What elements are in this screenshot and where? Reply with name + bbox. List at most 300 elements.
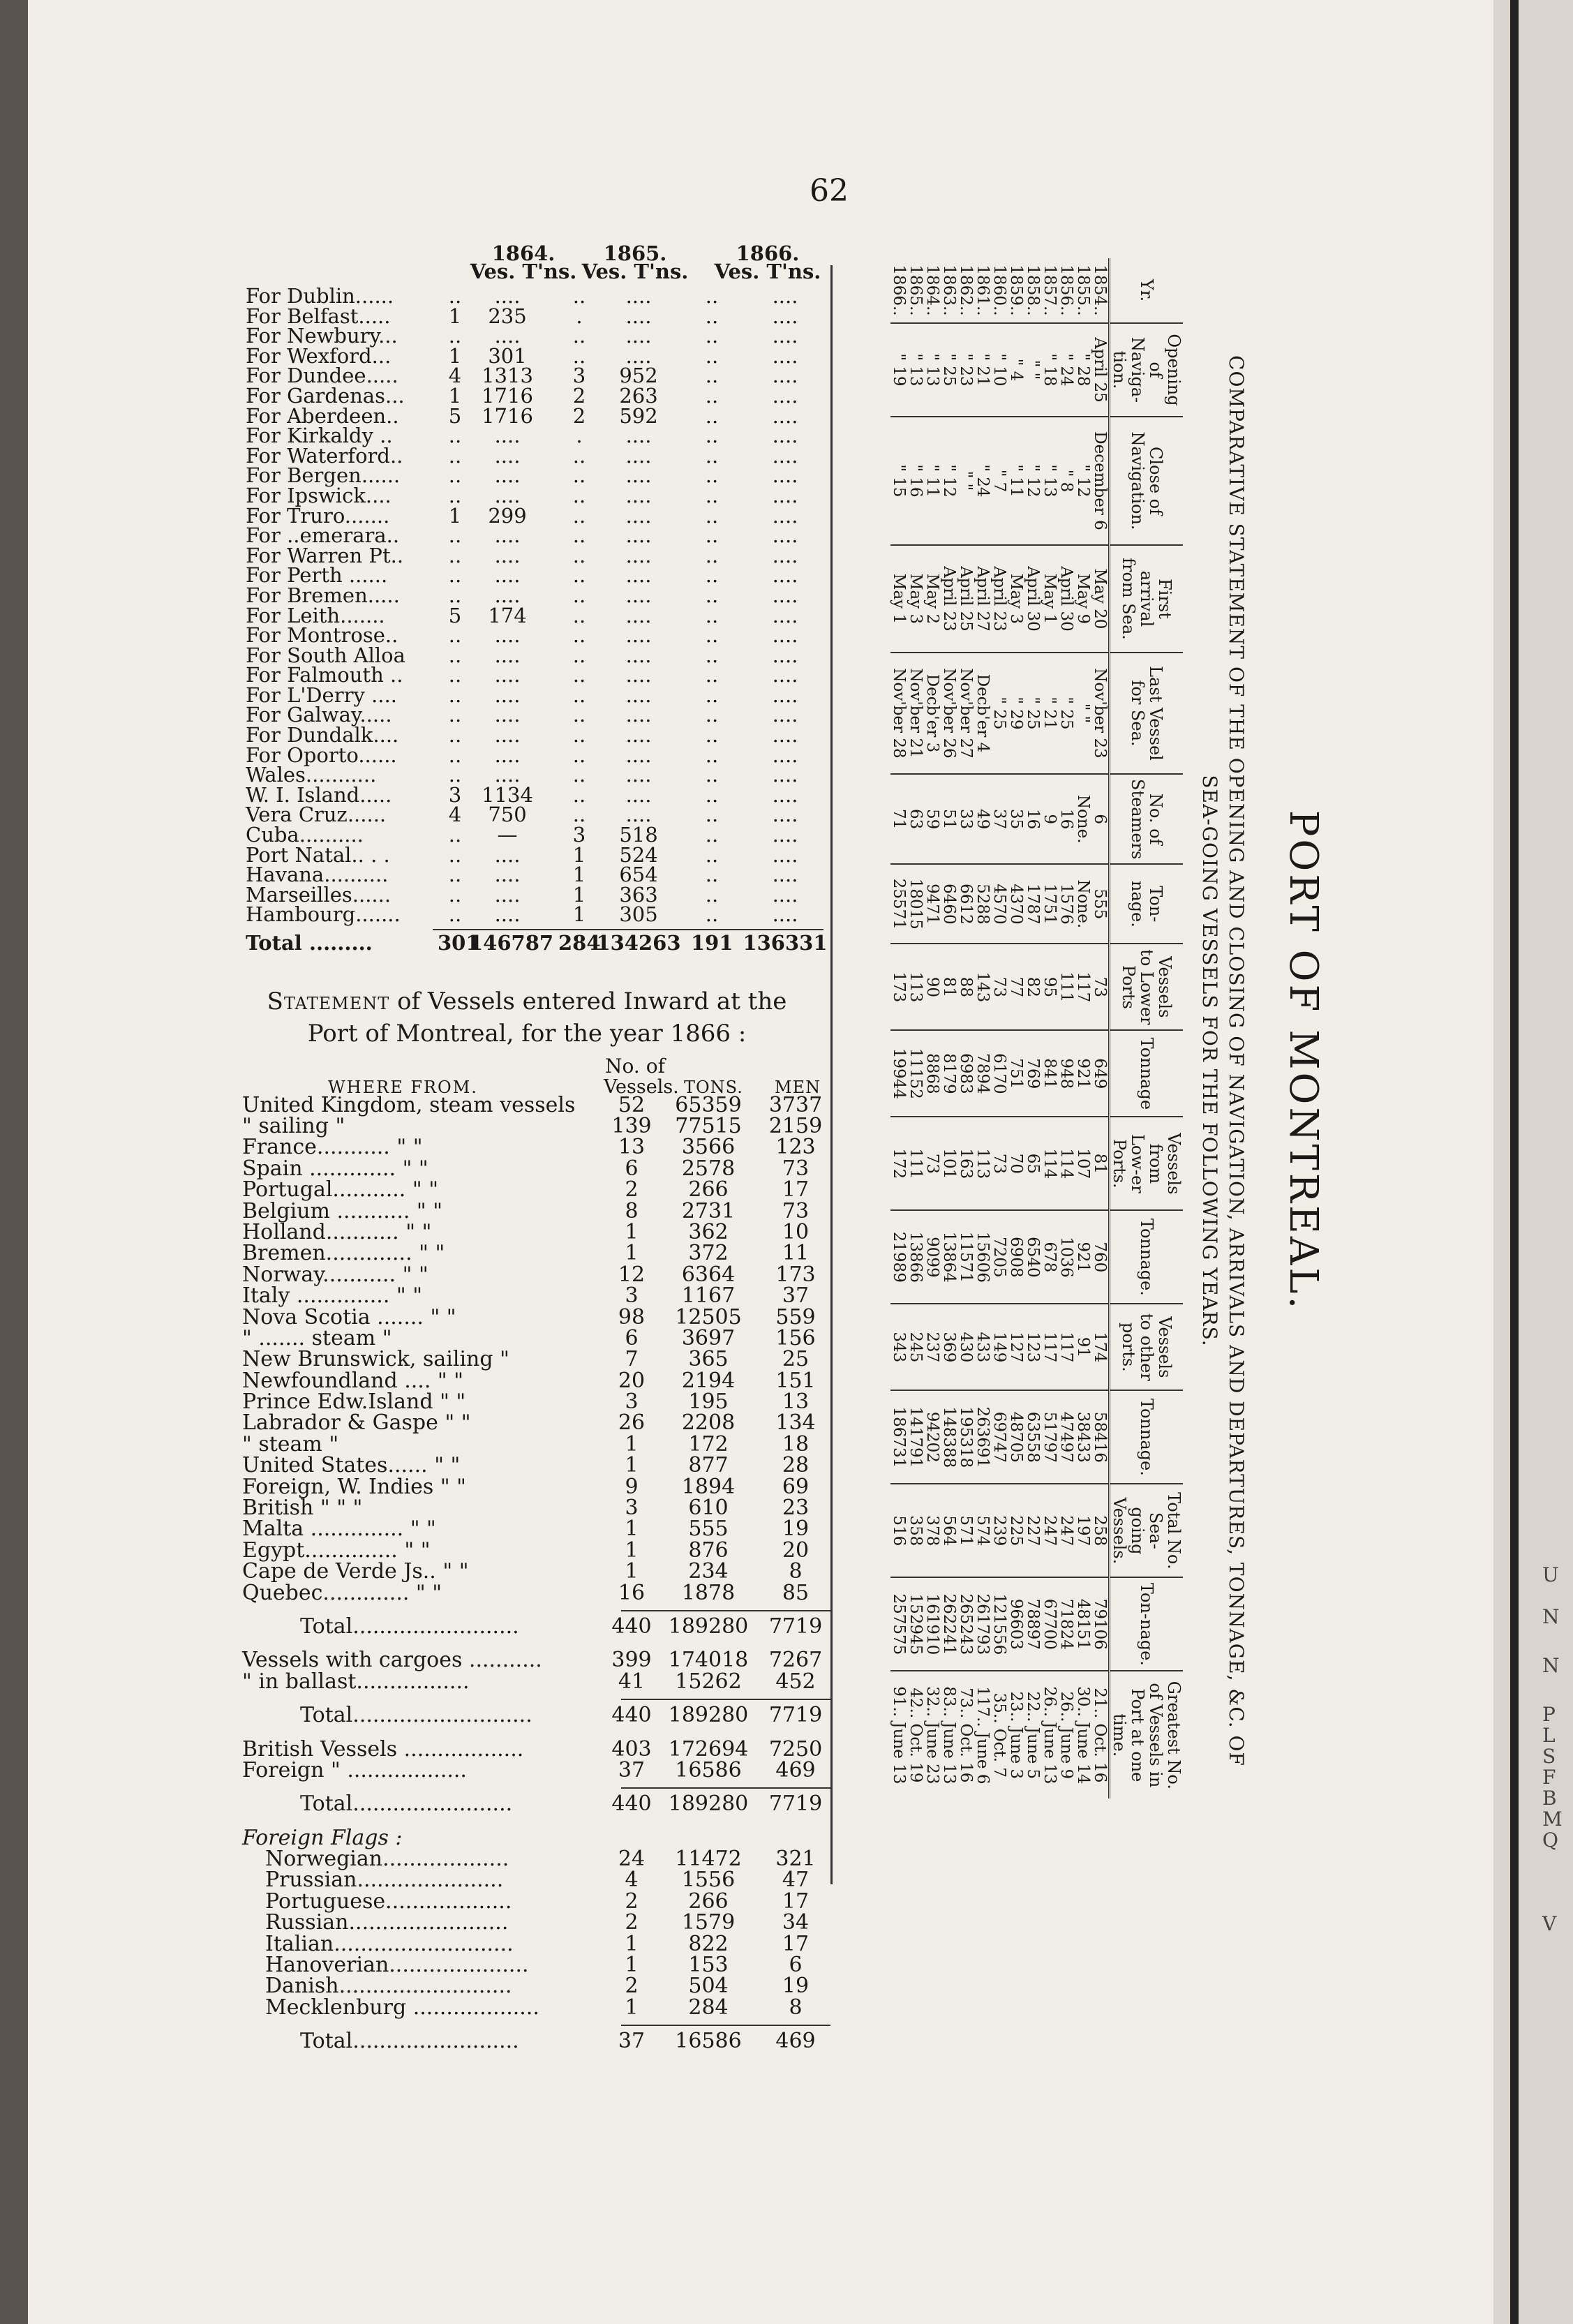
table-cell: 430: [957, 1304, 974, 1390]
table-cell: " 24: [1058, 323, 1075, 417]
table-cell: 237: [924, 1304, 941, 1390]
cell-v2: ..: [572, 284, 586, 308]
destination-row: [202, 643, 830, 667]
destination-row: [202, 782, 830, 807]
table-cell: 6: [1091, 774, 1110, 864]
table-cell: 921: [1075, 1210, 1091, 1304]
table-cell: 73: [924, 1117, 941, 1210]
table-cell: 245: [907, 1304, 924, 1390]
table-cell: 555: [1091, 864, 1110, 944]
table-cell: 4370: [1008, 864, 1024, 944]
cell-tons: 6364: [681, 1262, 736, 1287]
cell-men: 7250: [768, 1736, 823, 1761]
table-cell: 96603: [1008, 1577, 1024, 1671]
table-cell: 113: [974, 1117, 991, 1210]
table-cell: 73: [991, 1117, 1008, 1210]
cell-t3: ....: [772, 842, 798, 867]
cell-men: 10: [782, 1219, 810, 1244]
cell-v3: ..: [705, 643, 719, 667]
cell-v3: ..: [705, 284, 719, 308]
cell-name: " sailing ": [242, 1113, 345, 1138]
cell-v3: ..: [705, 523, 719, 548]
cell-name: For Galway.....: [246, 703, 392, 727]
cell-name: For Montrose..: [246, 623, 398, 648]
nationality-table: [202, 1736, 830, 1782]
cell-name: France........... " ": [242, 1135, 423, 1160]
right-subtitle-1: COMPARATIVE STATEMENT OF THE OPENING AND CLOSING OF NAVIGATION, ARRIVALS AND DEPARTURES, TONNAGE, &C. OF: [1225, 355, 1248, 1766]
cell-vessels: 37: [618, 1757, 646, 1782]
cell-v2: ..: [572, 763, 586, 787]
column-header: Ton-nage.: [1110, 1577, 1184, 1671]
column-header: Vessels to Lower Ports: [1110, 944, 1184, 1030]
cell-t1: ....: [494, 743, 521, 767]
table-cell: 83.. June 13: [941, 1671, 957, 1798]
inward-row: [202, 1283, 830, 1309]
cell-t1: ....: [494, 863, 521, 887]
destination-row: [202, 665, 830, 685]
cell-v3: ..: [705, 304, 719, 328]
table-cell: 262241: [941, 1577, 957, 1671]
cell-vessels: 2: [625, 1974, 639, 1999]
table-cell: 51797: [1041, 1390, 1058, 1484]
cell-tons: 876: [688, 1537, 729, 1563]
table-cell: April 30: [1058, 545, 1075, 653]
cell-tons: 195: [688, 1390, 729, 1415]
cell-t2: ....: [625, 304, 652, 328]
flags-table: [202, 1849, 830, 2019]
table-cell: 948: [1058, 1030, 1075, 1117]
destination-row: [202, 403, 830, 428]
cell-v1: ..: [448, 902, 462, 927]
cell-vessels: 1: [625, 1995, 639, 2020]
table-cell: May 1: [1041, 545, 1058, 653]
cell-v3: ..: [705, 543, 719, 567]
cell-name: Nova Scotia ....... " ": [242, 1304, 456, 1329]
flag-row: [202, 1995, 830, 2020]
cell-tons: 234: [688, 1559, 729, 1584]
table-cell: 574: [974, 1484, 991, 1577]
table-cell: 35: [1008, 774, 1024, 864]
cargo-row: [202, 1669, 830, 1694]
table-row: [1075, 258, 1091, 1798]
inward-row: [202, 1177, 830, 1202]
table-cell: 95: [1041, 944, 1058, 1030]
cell-t2: ....: [625, 463, 652, 488]
cell-name: Havana..........: [246, 863, 389, 887]
cell-tons: 3566: [681, 1135, 736, 1160]
cell-v3: ..: [705, 683, 719, 707]
cell-tons: 2731: [681, 1198, 736, 1223]
table-cell: 247: [1058, 1484, 1075, 1577]
table-cell: " 15: [890, 417, 907, 545]
destination-row: [202, 904, 830, 925]
cell-v2: ..: [572, 583, 586, 607]
cell-v1: ..: [448, 863, 462, 887]
cell-name: For Wexford...: [246, 343, 392, 368]
cell-t1: ....: [494, 324, 521, 348]
table-cell: 186731: [890, 1390, 907, 1484]
column-header: Close of Navigation.: [1110, 417, 1184, 545]
cell-v2: 2: [572, 383, 586, 408]
cell-t3: ....: [772, 523, 798, 548]
table-cell: 78897: [1024, 1577, 1041, 1671]
cell-name: Italian...........................: [265, 1931, 514, 1956]
cell-v2: ..: [572, 782, 586, 807]
cell-tons: 822: [688, 1931, 729, 1956]
table-cell: 11152: [907, 1030, 924, 1117]
destination-row: [202, 503, 830, 528]
table-cell: 70: [1008, 1117, 1024, 1210]
cell-name: " ....... steam ": [242, 1325, 392, 1350]
cell-v1: 1: [448, 343, 462, 368]
table-cell: 1787: [1024, 864, 1041, 944]
cell-v2: ..: [572, 703, 586, 727]
right-title: PORT OF MONTREAL.: [1281, 810, 1326, 1312]
cell-t1: ....: [494, 663, 521, 687]
cell-v1: ..: [448, 842, 462, 867]
cell-tons: 2578: [681, 1156, 736, 1181]
table-cell: 261793: [974, 1577, 991, 1671]
table-cell: May 3: [1008, 545, 1024, 653]
cell-name: " steam ": [242, 1431, 339, 1457]
cell-v1: ..: [448, 324, 462, 348]
cell-name: Egypt.............. " ": [242, 1537, 431, 1563]
table-row: [1024, 258, 1041, 1798]
table-cell: 47497: [1058, 1390, 1075, 1484]
cell-v3: ..: [705, 603, 719, 627]
cell-t2: 305: [619, 902, 658, 927]
cell-v2: 3: [572, 364, 586, 388]
cell-t2: 363: [619, 882, 658, 907]
destination-row: [202, 523, 830, 548]
cell-men: 156: [775, 1325, 816, 1350]
cell-men: 173: [775, 1262, 816, 1287]
table-cell: 81: [941, 944, 957, 1030]
cell-name: Marseilles......: [246, 882, 392, 907]
table-cell: Nov'ber 23: [1091, 653, 1110, 774]
table-cell: 148388: [941, 1390, 957, 1484]
cell-name: Prussian......................: [265, 1868, 504, 1893]
cell-t1: ....: [494, 284, 521, 308]
table-cell: 49: [974, 774, 991, 864]
table-cell: " 23: [957, 323, 974, 417]
table-cell: 9: [1041, 774, 1058, 864]
page-shadow-bar: [1510, 0, 1519, 2324]
margin-scrap-letter: Q: [1542, 1828, 1558, 1852]
table-cell: 48151: [1075, 1577, 1091, 1671]
cell-vessels: 2: [625, 1910, 639, 1935]
cell-t3: ....: [772, 902, 798, 927]
cell-v2: ..: [572, 483, 586, 507]
cell-t3: ....: [772, 583, 798, 607]
table-cell: " ": [1075, 653, 1091, 774]
cell-name: United Kingdom, steam vessels: [242, 1092, 576, 1117]
cell-name: For L'Derry ....: [246, 683, 397, 707]
cell-t3: ....: [772, 603, 798, 627]
cell-name: United States...... " ": [242, 1453, 461, 1478]
table-cell: 921: [1075, 1030, 1091, 1117]
destination-row: [202, 286, 830, 306]
margin-scrap-letter: N: [1542, 1654, 1560, 1677]
cell-vessels: 12: [618, 1262, 646, 1287]
cell-v1: ..: [448, 823, 462, 847]
destination-row: [202, 483, 830, 507]
destination-row: [202, 443, 830, 468]
cell-t1: 174: [488, 603, 527, 627]
rotated-table-region: [872, 244, 1326, 1877]
statement-title: Statement of Vessels entered Inward at the Port of Montreal, for the year 1866 :: [267, 987, 787, 1048]
cell-v1: 5: [448, 603, 462, 627]
table-cell: 6612: [957, 864, 974, 944]
cell-v1: 3: [448, 782, 462, 807]
foreign-flags-heading: Foreign Flags :: [242, 1825, 403, 1850]
table-cell: " 24: [974, 417, 991, 545]
cell-vessels: 24: [618, 1847, 646, 1872]
table-cell: " 12: [1075, 417, 1091, 545]
cell-t2: 952: [619, 364, 658, 388]
cell-v1: 4: [448, 364, 462, 388]
margin-scrap-letter: N: [1542, 1605, 1560, 1628]
cargo-total-row: Total........................... 440 189280 7719: [300, 1703, 823, 1728]
cell-v3: ..: [705, 424, 719, 448]
cell-name: For Oporto......: [246, 743, 397, 767]
table-cell: 6983: [957, 1030, 974, 1117]
cell-vessels: 98: [618, 1304, 646, 1329]
cell-t1: ....: [494, 443, 521, 468]
cell-v3: ..: [705, 324, 719, 348]
cell-men: 6: [789, 1953, 803, 1978]
table-cell: 6460: [941, 864, 957, 944]
destination-row: [202, 465, 830, 486]
table-cell: 369: [941, 1304, 957, 1390]
table-cell: 564: [941, 1484, 957, 1577]
margin-scrap-letter: V: [1542, 1912, 1557, 1935]
table-cell: 73.. Oct. 16: [957, 1671, 974, 1798]
cell-v2: 2: [572, 403, 586, 428]
destination-row: [202, 765, 830, 785]
cell-name: Prince Edw.Island " ": [242, 1390, 466, 1415]
destination-row: [202, 366, 830, 386]
cell-name: Hambourg.......: [246, 902, 401, 927]
cell-name: For Perth ......: [246, 563, 388, 588]
table-row: [974, 258, 991, 1798]
cell-t2: ....: [625, 324, 652, 348]
cell-tons: 172: [688, 1431, 729, 1457]
cell-t1: ....: [494, 623, 521, 648]
cell-t1: ....: [494, 882, 521, 907]
column-header: Tonnage: [1110, 1030, 1184, 1117]
cell-v3: ..: [705, 443, 719, 468]
cell-men: 47: [782, 1868, 810, 1893]
cell-tons: 1878: [681, 1580, 736, 1605]
cell-v2: .: [576, 424, 583, 448]
table-cell: 58416: [1091, 1390, 1110, 1484]
table-cell: April 23: [991, 545, 1008, 653]
cell-v3: ..: [705, 364, 719, 388]
table-cell: 26.. June 13: [1041, 1671, 1058, 1798]
cell-men: 123: [775, 1135, 816, 1160]
table-cell: 91.. June 13: [890, 1671, 907, 1798]
table-cell: 5288: [974, 864, 991, 944]
cell-vessels: 4: [625, 1868, 639, 1893]
binding-strip: [0, 0, 28, 2324]
table-cell: Decb'er 3: [924, 653, 941, 774]
table-cell: April 25: [1091, 323, 1110, 417]
cell-men: 37: [782, 1283, 810, 1309]
cell-t2: ....: [625, 803, 652, 827]
column-header: Opening of Naviga-tion.: [1110, 323, 1184, 417]
table-cell: May 3: [907, 545, 924, 653]
cell-name: For Dundee.....: [246, 364, 398, 388]
table-cell: " 25: [941, 323, 957, 417]
cell-t3: ....: [772, 463, 798, 488]
cell-vessels: 6: [625, 1325, 639, 1350]
cell-t2: ....: [625, 663, 652, 687]
destination-row: [202, 705, 830, 725]
cell-t3: ....: [772, 304, 798, 328]
destination-row: [202, 805, 830, 825]
table-cell: None.: [1075, 774, 1091, 864]
cell-t2: ....: [625, 583, 652, 607]
cell-vessels: 1: [625, 1431, 639, 1457]
table-cell: " 7: [991, 417, 1008, 545]
cell-men: 25: [782, 1347, 810, 1372]
cell-v1: ..: [448, 743, 462, 767]
table-cell: May 2: [924, 545, 941, 653]
table-row: [957, 258, 974, 1798]
cargo-table: [202, 1648, 830, 1694]
table-cell: 9471: [924, 864, 941, 944]
cell-vessels: 139: [611, 1113, 652, 1138]
cell-t1: ....: [494, 563, 521, 588]
destination-row: [202, 306, 830, 327]
table-cell: Nov'ber 28: [890, 653, 907, 774]
cell-v3: ..: [705, 483, 719, 507]
destination-row: [202, 842, 830, 867]
cell-v3: ..: [705, 343, 719, 368]
divider: [621, 1610, 830, 1611]
year-header-1865: 1865. Ves. T'ns.: [581, 241, 689, 283]
table-cell: 173: [890, 944, 907, 1030]
cell-v2: ..: [572, 443, 586, 468]
inward-total-row: Total......................... 440 189280 7719: [300, 1614, 823, 1639]
cell-name: Holland........... " ": [242, 1219, 432, 1244]
cell-tons: 65359: [675, 1092, 742, 1117]
cell-name: Danish..........................: [265, 1974, 512, 1999]
cell-v1: ..: [448, 643, 462, 667]
cell-vessels: 3: [625, 1390, 639, 1415]
year-header-1866: 1866. Ves. T'ns.: [714, 241, 821, 283]
destination-row: [202, 543, 830, 567]
cell-men: 452: [775, 1669, 816, 1694]
table-cell: " 12: [941, 417, 957, 545]
cell-name: Vera Cruz......: [246, 803, 387, 827]
table-cell: 121556: [991, 1577, 1008, 1671]
cell-tons: 362: [688, 1219, 729, 1244]
table-row: [1041, 258, 1058, 1798]
table-cell: 38433: [1075, 1390, 1091, 1484]
cell-name: For South Alloa: [246, 643, 405, 667]
destination-row: [202, 565, 830, 586]
table-cell: " 4: [1008, 323, 1024, 417]
table-row: [941, 258, 957, 1798]
destination-table: [202, 286, 830, 925]
table-cell: " 19: [890, 323, 907, 417]
cell-tons: 1556: [681, 1868, 736, 1893]
column-header: Total No. Sea-going Vessels.: [1110, 1484, 1184, 1577]
cell-t1: ....: [494, 543, 521, 567]
table-cell: 143: [974, 944, 991, 1030]
destination-row: [202, 426, 830, 446]
margin-scrap-letter: M: [1542, 1808, 1563, 1831]
table-cell: 13866: [907, 1210, 924, 1304]
cell-v2: 1: [572, 902, 586, 927]
table-cell: 15606: [974, 1210, 991, 1304]
table-cell: 63: [907, 774, 924, 864]
year-header-1864: 1864. Ves. T'ns.: [470, 241, 577, 283]
cell-t2: ....: [625, 543, 652, 567]
table-cell: 91: [1075, 1304, 1091, 1390]
cell-t1: 235: [488, 304, 527, 328]
scanned-page: [28, 0, 1493, 2324]
cell-t3: ....: [772, 643, 798, 667]
table-cell: 13864: [941, 1210, 957, 1304]
cell-name: British " " ": [242, 1496, 363, 1521]
cell-v3: ..: [705, 583, 719, 607]
table-cell: 239: [991, 1484, 1008, 1577]
table-cell: " 11: [1008, 417, 1024, 545]
cell-vessels: 41: [618, 1669, 646, 1694]
table-cell: May 1: [890, 545, 907, 653]
cell-name: Foreign " ..................: [242, 1757, 467, 1782]
cell-t1: 299: [488, 503, 527, 528]
table-cell: 197: [1075, 1484, 1091, 1577]
cell-t3: ....: [772, 483, 798, 507]
cell-vessels: 399: [611, 1648, 652, 1673]
cell-men: 19: [782, 1974, 810, 1999]
table-cell: 1862..: [957, 265, 975, 316]
cell-v3: ..: [705, 503, 719, 528]
table-row: [924, 258, 941, 1798]
cell-name: Russian........................: [265, 1910, 509, 1935]
table-cell: 152945: [907, 1577, 924, 1671]
table-cell: 769: [1024, 1030, 1041, 1117]
cell-vessels: 52: [618, 1092, 646, 1117]
table-cell: 82: [1024, 944, 1041, 1030]
table-cell: 258: [1091, 1484, 1110, 1577]
cell-v2: ..: [572, 723, 586, 747]
cell-tons: 15262: [675, 1669, 742, 1694]
table-cell: 48705: [1008, 1390, 1024, 1484]
column-divider: [830, 265, 833, 1884]
cell-name: Norwegian...................: [265, 1847, 509, 1872]
table-cell: 65: [1024, 1117, 1041, 1210]
cell-t2: 263: [619, 383, 658, 408]
destination-row: [202, 326, 830, 346]
table-cell: 172: [890, 1117, 907, 1210]
margin-scrap-letter: P: [1542, 1703, 1556, 1726]
cell-vessels: 1: [625, 1931, 639, 1956]
table-cell: 378: [924, 1484, 941, 1577]
cell-t1: 750: [488, 803, 527, 827]
left-column: [202, 241, 830, 2054]
table-cell: 113: [907, 944, 924, 1030]
cell-name: For Bergen......: [246, 463, 401, 488]
table-cell: 90: [924, 944, 941, 1030]
table-cell: 841: [1041, 1030, 1058, 1117]
cell-vessels: 13: [618, 1135, 646, 1160]
inward-table: [202, 1092, 830, 1605]
